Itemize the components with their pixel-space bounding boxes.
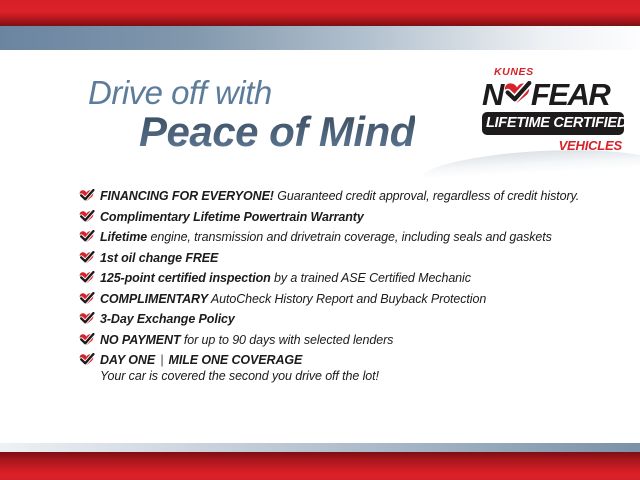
- pipe-separator: |: [160, 353, 164, 367]
- brand-name: KUNES: [494, 66, 534, 78]
- heart-check-icon: [78, 251, 95, 265]
- kunes-no-fear-logo: [482, 66, 627, 153]
- top-red-bar: [0, 0, 640, 26]
- checklist-item: [78, 312, 623, 326]
- no-fear-wordmark: [482, 79, 624, 110]
- checklist-item-text: NO PAYMENT for up to 90 days with selected lenders: [100, 332, 394, 347]
- heart-check-icon: [78, 210, 95, 224]
- lifetime-certified-badge: LIFETIME CERTIFIED: [482, 112, 624, 135]
- wordmark-prefix: N: [482, 77, 503, 112]
- checklist-item: [78, 189, 623, 203]
- checklist-item: [78, 251, 623, 265]
- checklist-item: [78, 230, 623, 244]
- heart-check-icon: [502, 81, 532, 106]
- checklist-item: [78, 271, 623, 285]
- top-gray-bar: [0, 26, 640, 50]
- checklist-item-text: 1st oil change FREE: [100, 250, 219, 265]
- heart-check-icon: [78, 312, 95, 326]
- checklist-item-text: Lifetime engine, transmission and drivetrain coverage, including seals and gaskets: [100, 230, 552, 244]
- checklist-item-text: COMPLIMENTARY AutoCheck History Report and Buyback Protection: [100, 291, 487, 306]
- checklist-item-text: FINANCING FOR EVERYONE! Guaranteed credit approval, regardless of credit history.: [100, 189, 580, 203]
- benefits-checklist: [78, 189, 623, 390]
- checklist-item: [78, 210, 623, 224]
- vehicles-tagline: VEHICLES: [558, 138, 622, 153]
- bottom-gray-bar: [0, 443, 640, 452]
- checklist-item-text: 125-point certified inspection by a trained ASE Certified Mechanic: [100, 271, 471, 285]
- checklist-item-text: 3-Day Exchange Policy: [100, 312, 235, 326]
- checklist-item: [78, 292, 623, 306]
- headline: [88, 76, 415, 153]
- heart-check-icon: [78, 189, 95, 203]
- heart-check-icon: [78, 333, 95, 347]
- checklist-item: [78, 353, 623, 383]
- checklist-item-text: DAY ONE | MILE ONE COVERAGE Your car is covered the second you drive off the lot!: [100, 353, 379, 383]
- heart-check-icon: [78, 353, 95, 367]
- wordmark-suffix: FEAR: [530, 77, 610, 112]
- checklist-item: [78, 333, 623, 347]
- headline-line1: Drive off with: [88, 74, 272, 111]
- headline-line2: Peace of Mind: [139, 108, 415, 155]
- bottom-red-bar: [0, 452, 640, 480]
- checklist-item-text: Complimentary Lifetime Powertrain Warranty: [100, 209, 364, 224]
- checklist-item-subtext: Your car is covered the second you drive off the lot!: [100, 369, 379, 383]
- heart-check-icon: [78, 230, 95, 244]
- heart-check-icon: [78, 292, 95, 306]
- heart-check-icon: [78, 271, 95, 285]
